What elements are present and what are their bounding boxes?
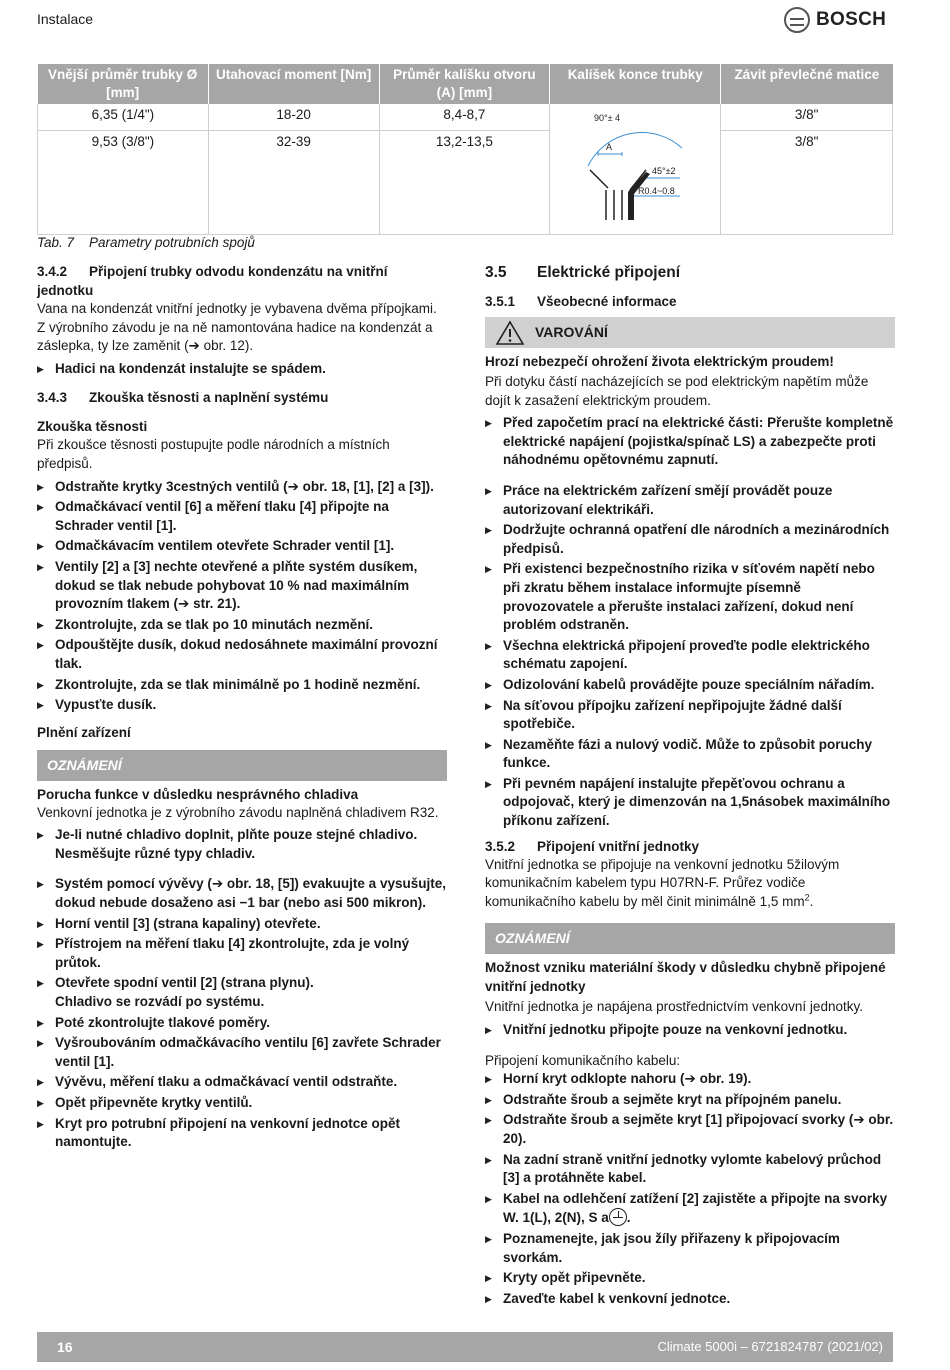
notice-title: Možnost vzniku materiální škody v důsledku chybně připojené vnitřní jednotky	[485, 960, 886, 995]
table-cell: 8,4-8,7	[379, 104, 550, 131]
list-item: ▶ Poté zkontrolujte tlakové poměry.	[37, 1014, 447, 1033]
list-item: ▶ Vyšroubováním odmačkávacího ventilu [6] zavřete Schrader ventil [1].	[37, 1034, 447, 1071]
list-item: ▶ Přístrojem na měření tlaku [4] zkontrolujte, zda je volný průtok.	[37, 935, 447, 972]
subheading: Zkouška těsnosti	[37, 419, 148, 435]
list-item: ▶ Při existenci bezpečnostního rizika v síťovém napětí nebo při zkratu během instalace informujte písemně provozovatele a přerušte instalaci zařízení, dokud není problém odstraněn.	[485, 560, 895, 634]
flare-diagram-cell	[550, 104, 721, 235]
list-item: ▶ Práce na elektrickém zařízení smějí provádět pouze autorizovaní elektrikáři.	[485, 482, 895, 519]
bosch-armature-icon	[784, 7, 810, 33]
caption-text: Parametry potrubních spojů	[89, 235, 255, 250]
list-item: ▶ Před započetím prací na elektrické části: Přerušte kompletně elektrické napájení (pojistka/spínač LS) a zabezpečte proti náhodnému opětovnému zapnutí.	[485, 414, 895, 470]
list-item: ▶ Zkontrolujte, zda se tlak minimálně po 1 hodině nezmění.	[37, 676, 447, 695]
paragraph: Venkovní jednotka je z výrobního závodu naplněná chladivem R32.	[37, 804, 439, 820]
logo-text: BOSCH	[816, 8, 887, 30]
notice-bar: OZNÁMENÍ	[485, 923, 895, 954]
section-heading: 3.4.3 Zkouška těsnosti a naplnění systému	[37, 390, 329, 406]
header-title: Instalace	[37, 11, 94, 27]
list-item: ▶ Zkontrolujte, zda se tlak po 10 minutách nezmění.	[37, 616, 447, 635]
bullet-list	[485, 1021, 895, 1040]
list-item: ▶ Odstraňte šroub a sejměte kryt na přípojném panelu.	[485, 1091, 895, 1110]
bullet-list	[37, 826, 447, 863]
angle-label: 90°± 4	[594, 113, 621, 123]
bosch-logo	[784, 7, 886, 33]
list-item: ▶ Horní ventil [3] (strana kapaliny) otevřete.	[37, 915, 447, 934]
angle2-label: 45°±2	[652, 166, 676, 176]
list-item: ▶ Odstraňte krytky 3cestných ventilů (➔ obr. 18, [1], [2] a [3]).	[37, 478, 447, 497]
list-item: ▶ Při pevném napájení instalujte přepěťovou ochranu a odpojovač, který je dimenzován na 1,5násobek maximálního příkonu zařízení.	[485, 775, 895, 831]
bullet-list	[37, 875, 447, 1151]
list-item: ▶ Kabel na odlehčení zatížení [2] zajistěte a připojte na svorky W. 1(L), 2(N), S a .	[485, 1190, 895, 1228]
list-item: ▶ Odstraňte šroub a sejměte kryt [1] připojovací svorky (➔ obr. 20).	[485, 1111, 895, 1148]
list-item: ▶ Vývěvu, měření tlaku a odmačkávací ventil odstraňte.	[37, 1073, 447, 1092]
table-cell: 3/8"	[721, 131, 893, 235]
bullet-list	[37, 360, 447, 379]
list-item: ▶ Ventily [2] a [3] nechte otevřené a plňte systém dusíkem, dokud se tlak nebude pohybovat 10 % nad maximálním provozním tlakem (➔ str. 21).	[37, 558, 447, 614]
list-item: ▶ Na síťovou přípojku zařízení nepřipojujte žádné další spotřebiče.	[485, 697, 895, 734]
table-header: Závit převlečné matice	[721, 64, 893, 104]
bullet-list	[485, 482, 895, 831]
paragraph: Vnitřní jednotka se připojuje na venkovní jednotku 5žilovým komunikačním kabelem typu H07RN-F. Průřez vodiče komunikačního kabelu by měl činit minimálně 1,5 $mm^2$.	[485, 856, 840, 909]
bullet-list	[37, 478, 447, 715]
list-item: ▶ Všechna elektrická připojení proveďte podle elektrického schématu zapojení.	[485, 637, 895, 674]
a-label: A	[606, 142, 613, 152]
notice-bar: OZNÁMENÍ	[37, 750, 447, 781]
paragraph: Při zkoušce těsnosti postupujte podle národních a místních předpisů.	[37, 437, 390, 471]
list-item: ▶ Zaveďte kabel k venkovní jednotce.	[485, 1290, 895, 1309]
list-item: ▶ Otevřete spodní ventil [2] (strana plynu). Chladivo se rozvádí po systému.	[37, 974, 447, 1011]
table-header: Kalíšek konce trubky	[550, 64, 721, 104]
document-id: Climate 5000i – 6721824787 (2021/02)	[657, 1339, 883, 1354]
list-item: ▶ Na zadní straně vnitřní jednotky vylomte kabelový průchod [3] a protáhněte kabel.	[485, 1151, 895, 1188]
list-item: ▶ Horní kryt odklopte nahoru (➔ obr. 19).	[485, 1070, 895, 1089]
section-heading: 3.5.2 Připojení vnitřní jednotky	[485, 838, 700, 854]
list-item: ▶ Opět připevněte krytky ventilů.	[37, 1094, 447, 1113]
table-cell: 6,35 (1/4")	[38, 104, 209, 131]
paragraph: Při dotyku částí nacházejících se pod elektrickým napětím může dojít k zasažení elektrickým proudem.	[485, 374, 869, 408]
section-heading: 3.5.1 Všeobecné informace	[485, 294, 677, 309]
list-item: ▶ Kryt pro potrubní připojení na venkovní jednotce opět namontujte.	[37, 1115, 447, 1152]
list-item: ▶ Dodržujte ochranná opatření dle národních a mezinárodních předpisů.	[485, 521, 895, 558]
page-number: 16	[57, 1339, 73, 1355]
notice-title: Porucha funkce v důsledku nesprávného chladiva	[37, 786, 359, 802]
table-caption	[37, 234, 255, 253]
list-item: ▶ Odpouštějte dusík, dokud nedosáhnete maximální provozní tlak.	[37, 636, 447, 673]
section-heading: 3.4.2 Připojení trubky odvodu kondenzátu na vnitřní jednotku	[37, 264, 388, 298]
warning-triangle-icon	[495, 320, 525, 346]
bullet-list	[485, 1070, 895, 1308]
table-row	[38, 104, 893, 131]
list-item: ▶ Odmačkávacím ventilem otevřete Schrader ventil [1].	[37, 537, 447, 556]
list-item: ▶ Je-li nutné chladivo doplnit, plňte pouze stejné chladivo. Nesměšujte různé typy chladiv.	[37, 826, 447, 863]
list-item: ▶ Hadici na kondenzát instalujte se spádem.	[37, 360, 447, 379]
ground-icon	[609, 1208, 627, 1226]
list-item: ▶ Odizolování kabelů provádějte pouze speciálním nářadím.	[485, 676, 895, 695]
table-row	[38, 131, 893, 235]
table-cell: 9,53 (3/8")	[38, 131, 209, 235]
page-footer	[37, 1332, 893, 1362]
section-heading: 3.5 Elektrické připojení	[485, 264, 680, 281]
bullet-list	[485, 414, 895, 470]
caption-num: Tab. 7	[37, 235, 75, 250]
radius-label: R0.4~0.8	[638, 186, 675, 196]
table-cell: 18-20	[208, 104, 379, 131]
left-column	[37, 262, 447, 1154]
warning-bar	[485, 317, 895, 348]
table-cell: 3/8"	[721, 104, 893, 131]
list-item: ▶ Systém pomocí vývěvy (➔ obr. 18, [5]) evakuujte a vysušujte, dokud nebude dosaženo asi −1 bar (nebo asi 500 mikron).	[37, 875, 447, 912]
warning-title: Hrozí nebezpečí ohrožení života elektrickým proudem!	[485, 354, 834, 369]
table-header: Utahovací moment [Nm]	[208, 64, 379, 104]
table-cell: 13,2-13,5	[379, 131, 550, 235]
paragraph: Připojení komunikačního kabelu:	[485, 1052, 681, 1068]
table-header: Průměr kalíšku otvoru (A) [mm]	[379, 64, 550, 104]
list-item: ▶ Kryty opět připevněte.	[485, 1269, 895, 1288]
paragraph: Vnitřní jednotka je napájena prostřednictvím venkovní jednotky.	[485, 999, 863, 1015]
list-item: ▶ Poznamenejte, jak jsou žíly přiřazeny k připojovacím svorkám.	[485, 1230, 895, 1267]
list-item: ▶ Vypusťte dusík.	[37, 696, 447, 715]
paragraph: Vana na kondenzát vnitřní jednotky je vybavena dvěma přípojkami. Z výrobního závodu je na ně namontována hadice na kondenzát a záslepka, ty lze zaměnit (➔ obr. 12).	[37, 301, 437, 354]
table-header: Vnější průměr trubky Ø [mm]	[38, 64, 209, 104]
list-item: ▶ Vnitřní jednotku připojte pouze na venkovní jednotku.	[485, 1021, 895, 1040]
flare-diagram	[560, 104, 710, 228]
subheading: Plnění zařízení	[37, 724, 131, 740]
table-cell: 32-39	[208, 131, 379, 235]
list-item: ▶ Odmačkávací ventil [6] a měření tlaku [4] připojte na Schrader ventil [1].	[37, 498, 447, 535]
warning-label: VAROVÁNÍ	[535, 324, 608, 340]
pipe-params-table	[37, 64, 893, 235]
right-column	[485, 262, 895, 1310]
list-item: ▶ Nezaměňte fázi a nulový vodič. Může to způsobit poruchy funkce.	[485, 736, 895, 773]
